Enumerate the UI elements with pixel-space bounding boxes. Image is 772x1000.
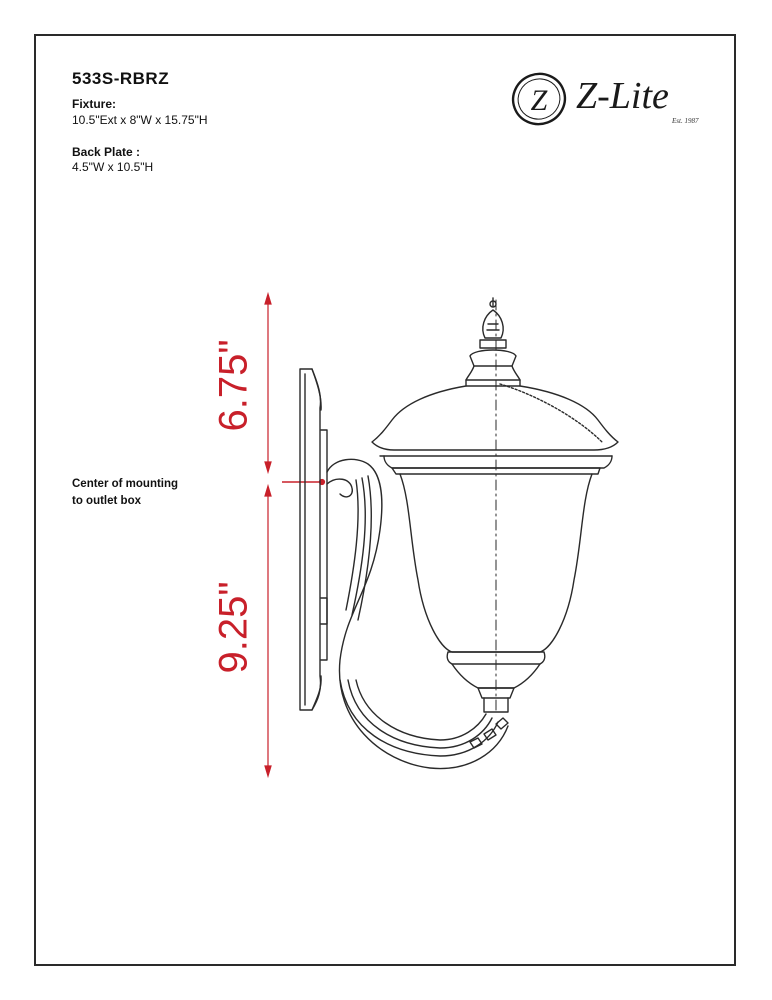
back-plate-dimensions: 4.5"W x 10.5"H <box>72 160 154 174</box>
lantern-roof <box>372 384 618 474</box>
brand-name: Z-Lite <box>576 75 669 117</box>
monogram-letter: Z <box>530 84 548 117</box>
back-plate-label: Back Plate : <box>72 145 141 159</box>
fixture-dimensions: 10.5"Ext x 8"W x 15.75"H <box>72 113 208 127</box>
mounting-note: Center of mounting to outlet box <box>72 478 179 507</box>
dimension-lower-label: 9.25" <box>211 581 256 674</box>
brand-established: Est. 1987 <box>672 117 699 125</box>
scroll-arm <box>327 459 508 768</box>
back-plate <box>300 369 327 710</box>
fixture-label: Fixture: <box>72 97 117 111</box>
finial <box>466 298 520 386</box>
dimension-upper-label: 6.75" <box>211 339 256 432</box>
model-number: 533S-RBRZ <box>72 69 170 88</box>
